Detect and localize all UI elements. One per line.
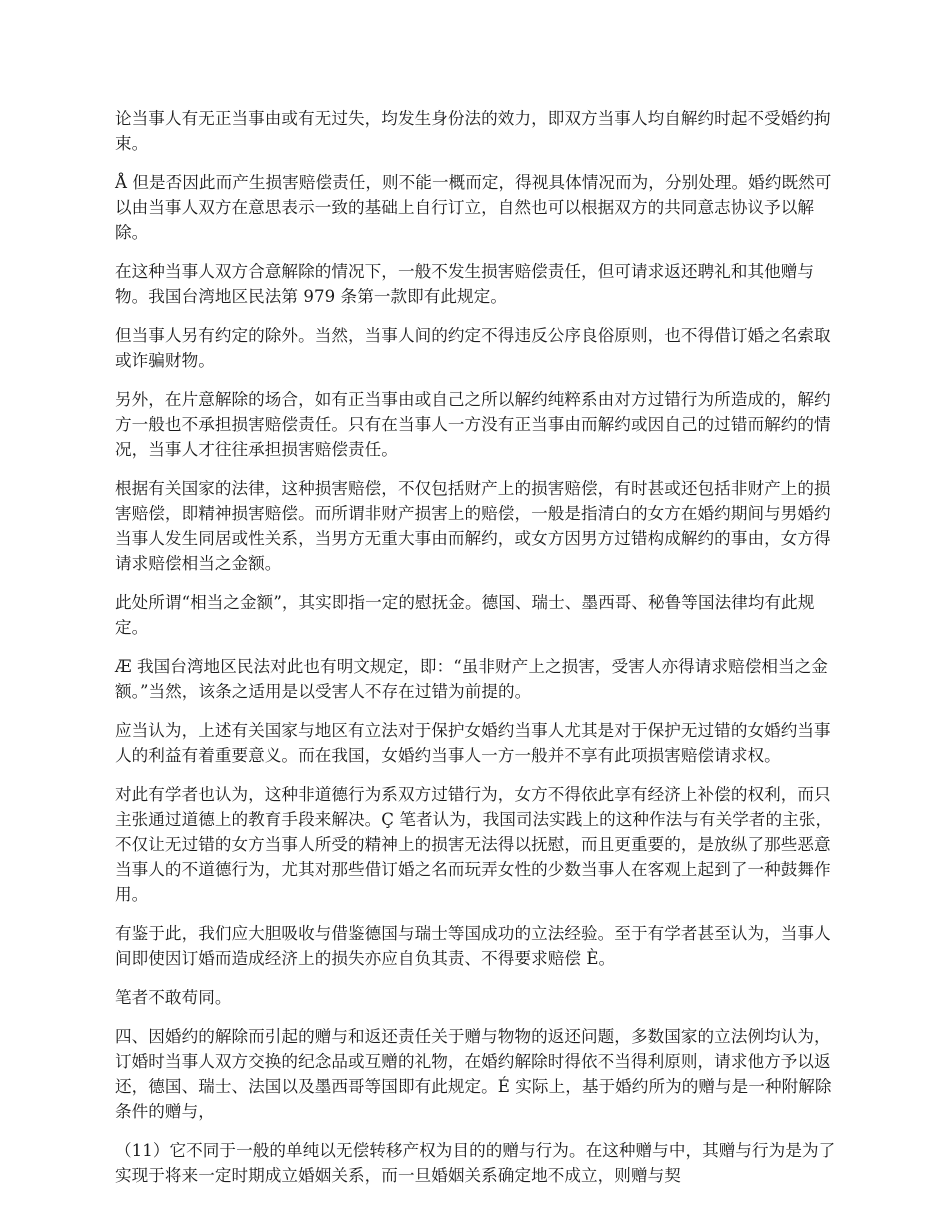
paragraph: 笔者不敢苟同。: [115, 988, 232, 1007]
paragraph: 有鉴于此，我们应大胆吸收与借鉴德国与瑞士等国成功的立法经验。至于有学者甚至认为，当事人间即使因订婚而造成经济上的损失亦应自负其责、不得要求赔偿 È。: [115, 924, 831, 968]
paragraph: Æ 我国台湾地区民法对此也有明文规定，即：“虽非财产上之损害，受害人亦得请求赔偿相当之金额。”当然，该条之适用是以受害人不存在过错为前提的。: [115, 657, 828, 701]
paragraph: 在这种当事人双方合意解除的情况下，一般不发生损害赔偿责任，但可请求返还聘礼和其他赠与物。我国台湾地区民法第 979 条第一款即有此规定。: [115, 262, 815, 306]
paragraph: 另外，在片意解除的场合，如有正当事由或自己之所以解约纯粹系由对方过错行为所造成的，解约方一般也不承担损害赔偿责任。只有在当事人一方没有正当事由而解约或因自己的过错而解约的情况，当事人才往往承担损害赔偿责任。: [115, 390, 831, 459]
paragraph: 但当事人另有约定的除外。当然，当事人间的约定不得违反公序良俗原则，也不得借订婚之名索取或诈骗财物。: [115, 326, 831, 370]
paragraph: 应当认为，上述有关国家与地区有立法对于保护女婚约当事人尤其是对于保护无过错的女婚约当事人的利益有着重要意义。而在我国，女婚约当事人一方一般并不享有此项损害赔偿请求权。: [115, 721, 831, 765]
paragraph: 四、因婚约的解除而引起的赠与和返还责任关于赠与物物的返还问题，多数国家的立法例均认为，订婚时当事人双方交换的纪念品或互赠的礼物，在婚约解除时得依不当得利原则，请求他方予以返还，德国、瑞士、法国以及墨西哥等国即有此规定。É 实际上，基于婚约所为的赠与是一种附解除条件的赠与，: [115, 1027, 832, 1121]
paragraph: 根据有关国家的法律，这种损害赔偿，不仅包括财产上的损害赔偿，有时甚或还包括非财产上的损害赔偿，即精神损害赔偿。而所谓非财产损害上的赔偿，一般是指清白的女方在婚约期间与男婚约当事人发生同居或性关系，当男方无重大事由而解约，或女方因男方过错构成解约的事由，女方得请求赔偿相当之金额。: [115, 479, 831, 573]
paragraph: （11）它不同于一般的单纯以无偿转移产权为目的的赠与行为。在这种赠与中，其赠与行为是为了实现于将来一定时期成立婚姻关系，而一旦婚姻关系确定地不成立，则赠与契: [115, 1141, 836, 1185]
paragraph: 对此有学者也认为，这种非道德行为系双方过错行为，女方不得依此享有经济上补偿的权利，而只主张通过道德上的教育手段来解决。Ç 笔者认为，我国司法实践上的这种作法与有关学者的主张，不仅让无过错的女方当事人所受的精神上的损害无法得以抚慰，而且更重要的，是放纵了那些恶意当事人的不道德行为，尤其对那些借订婚之名而玩弄女性的少数当事人在客观上起到了一种鼓舞作用。: [115, 785, 833, 904]
paragraph: 论当事人有无正当事由或有无过失，均发生身份法的效力，即双方当事人均自解约时起不受婚约拘束。: [115, 109, 831, 153]
paragraph: 此处所谓“相当之金额”，其实即指一定的慰抚金。德国、瑞士、墨西哥、秘鲁等国法律均有此规定。: [115, 593, 815, 637]
paragraph: Å 但是否因此而产生损害赔偿责任，则不能一概而定，得视具体情况而为，分别处理。婚约既然可以由当事人双方在意思表示一致的基础上自行订立，自然也可以根据双方的共同意志协议予以解除。: [115, 173, 832, 242]
